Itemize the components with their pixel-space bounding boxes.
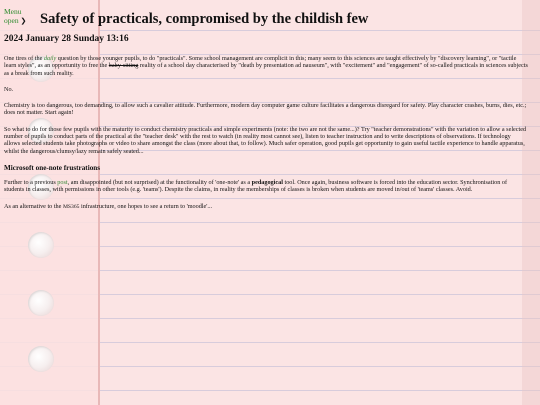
chevron-right-icon: ❯ bbox=[20, 16, 27, 25]
text-run: reality of a school day characterised by "death by presentation ad nauseum", with "excitement" and "engagement" of so-called practicals in sciences subjects as a break from such reality. bbox=[4, 62, 528, 77]
ms365-term: MS365 bbox=[62, 203, 80, 210]
paragraph bbox=[4, 55, 528, 77]
text-run: question by those younger pupils, to do "practicals". Some school management are complicit in this; many seem to this sciences are taught effectively by "discovery learning", or "tactile learn styles", as an opportunity to free the bbox=[4, 55, 517, 70]
paragraph bbox=[4, 203, 528, 211]
text-run: , am disappointed (but not surprised) at the functionality of 'one-note' as a bbox=[67, 178, 252, 186]
text-run: Further to a previous bbox=[4, 178, 58, 186]
paragraph: Chemistry is too dangerous, too demanding, to allow such a cavalier attitude. Furthermore, modern day computer game culture facilitates a dangerous disregard for safety. Play character crashes, burns, dies, etc.; does not matter. Start again! bbox=[4, 102, 527, 117]
paragraph: No. bbox=[4, 85, 14, 93]
menu-open-label: open bbox=[4, 15, 19, 25]
section-heading: Microsoft one-note frustrations bbox=[4, 163, 101, 172]
text-run: As an alternative to the bbox=[4, 202, 63, 210]
article-body bbox=[4, 34, 528, 220]
menu-label: Menu bbox=[4, 7, 22, 16]
paragraph: So what to do for those few pupils with the maturity to conduct chemistry practicals and simple experiments (note: the two are not the same...)? Try "teacher demonstrations" with the variation to allow a selected number of pupils to conduct parts of the practical at the "teacher desk" with the rest to watch (in reality most cannot see), listen to teacher instruction and to write descriptions of observations. If technology allows selected students take photographs or video to share amongst the class (more about that, to follow). Much safer operation, good pupils get opportunity to gain useful tactile experience to handle apparatus, whilst the dangerous/clumsy/lazy remain safely seated... bbox=[4, 125, 527, 155]
binder-hole-icon bbox=[28, 232, 54, 258]
previous-post-link[interactable]: post bbox=[57, 178, 68, 186]
page-title: Safety of practicals, compromised by the childish few bbox=[40, 11, 369, 27]
binder-hole-icon bbox=[28, 290, 54, 316]
bold-text: pedagogical bbox=[251, 178, 283, 186]
binder-hole-icon bbox=[28, 346, 54, 372]
menu-open-toggle[interactable] bbox=[4, 8, 26, 25]
strikethrough-text: baby-sitting bbox=[108, 62, 139, 70]
text-run: One tires of the bbox=[4, 55, 44, 62]
paragraph bbox=[4, 179, 528, 194]
text-run: tool. Once again, business software is forced into the education sector. Synchronisation of students in classes, with permissions in other tools (e.g. 'teams'). Despite the claims, in reality the memberships of classes is broken when students are moved in/out of 'teams' classes. Avoid. bbox=[4, 178, 508, 194]
post-date-heading: 2024 January 28 Sunday 13:16 bbox=[4, 34, 129, 44]
daily-link[interactable]: daily bbox=[43, 55, 57, 62]
page-header bbox=[40, 10, 530, 28]
text-run: infrastructure, one hopes to see a return to 'moodle'... bbox=[79, 202, 213, 210]
